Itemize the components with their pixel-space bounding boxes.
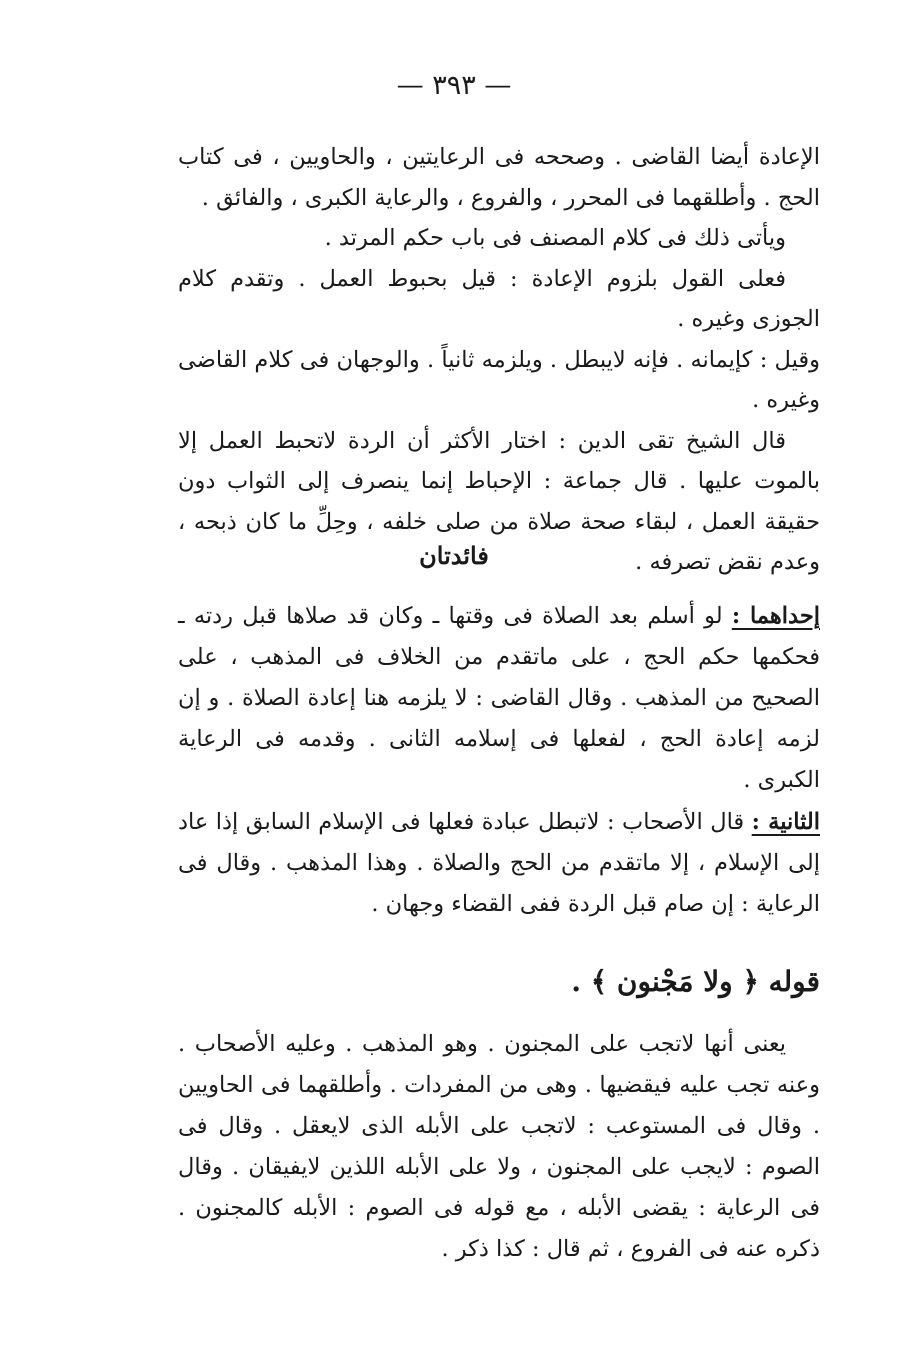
fawaid-text-1: لو أسلم بعد الصلاة فى وقتها ـ وكان قد صلاها قبل ردته ـ فحكمها حكم الحج ، على ماتقدم من الخلاف فى المذهب ، على الصحيح من المذهب . وقال القاضى : لا يلزمه هنا إعادة الصلاة . و إن لزمه إعادة الحج ، لفعلها فى إسلامه الثانى . وقدمه فى الرعاية الكبرى . (178, 603, 820, 793)
paragraph-2: ويأتى ذلك فى كلام المصنف فى باب حكم المرتد . (324, 225, 786, 251)
paragraph-4: وقيل : كإيمانه . فإنه لايبطل . ويلزمه ثانياً . والوجهان فى كلام القاضى وغيره . (178, 346, 820, 413)
fawaid-text-2: قال الأصحاب : لاتبطل عبادة فعلها فى الإسلام السابق إذا عاد إلى الإسلام ، إلا ماتقدم من الحج والصلاة . وهذا المذهب . وقال فى الرعاية : إن صام قبل الردة ففى القضاء وجهان . (178, 809, 820, 917)
paragraph-5: قال الشيخ تقى الدين : اختار الأكثر أن الردة لاتحبط العمل إلا بالموت عليها . قال جماعة : الإحباط إنما ينصرف إلى الثواب دون حقيقة العمل ، لبقاء صحة صلاة من صلى خلفه ، وحِلِّ ما كان ذبحه ، وعدم نقض تصرفه . (178, 427, 820, 575)
fawaid-lead-2: الثانية : (751, 809, 820, 835)
section-heading-fawaid: فائدتان (419, 541, 489, 570)
fawaid-item-2 (178, 802, 820, 925)
qawl-heading: قوله ﴿ ولا مَجْنون ﴾ . (571, 965, 820, 998)
fawaid-lead-1: إحداهما : (731, 603, 820, 629)
text-block-1 (178, 137, 820, 583)
page-number: — ٣٩٣ — (396, 70, 512, 101)
fawaid-item-1 (178, 596, 820, 801)
text-block-3 (178, 1024, 820, 1270)
paragraph-majnun: يعنى أنها لاتجب على المجنون . وهو المذهب . وعليه الأصحاب . وعنه تجب عليه فيقضيها . وهى من المفردات . وأطلقهما فى الحاويين . وقال فى المستوعب : لاتجب على الأبله الذى لايعقل . وقال فى الصوم : لايجب على المجنون ، ولا على الأبله اللذين لايفيقان . وقال فى الرعاية : يقضى الأبله ، مع قوله فى الصوم : الأبله كالمجنون . ذكره عنه فى الفروع ، ثم قال : كذا ذكر . (178, 1031, 820, 1262)
paragraph-3: فعلى القول بلزوم الإعادة : قيل بحبوط العمل . وتقدم كلام الجوزى وغيره . (178, 265, 820, 332)
paragraph-1: الإعادة أيضا القاضى . وصححه فى الرعايتين ، والحاويين ، فى كتاب الحج . وأطلقهما فى المحرر ، والفروع ، والرعاية الكبرى ، والفائق . (178, 144, 820, 211)
